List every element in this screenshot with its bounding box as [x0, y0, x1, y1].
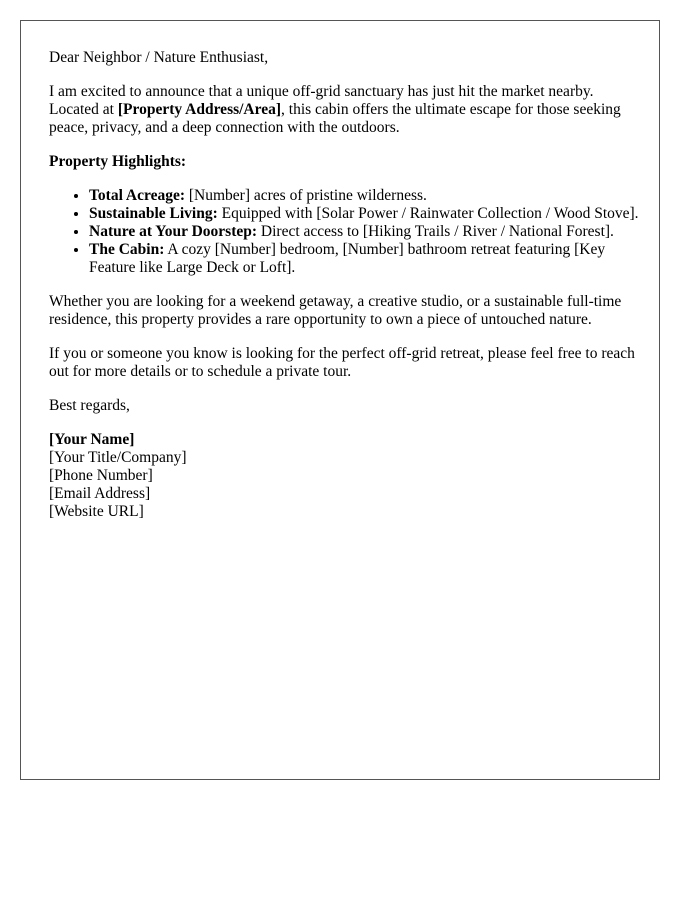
- highlight-text: [Number] acres of pristine wilderness.: [185, 187, 427, 204]
- highlight-label: The Cabin:: [89, 241, 165, 258]
- highlight-label: Nature at Your Doorstep:: [89, 223, 258, 240]
- closing: Best regards,: [49, 397, 130, 414]
- property-address: [Property Address/Area]: [117, 101, 282, 118]
- salutation: Dear Neighbor / Nature Enthusiast,: [49, 49, 269, 66]
- intro-text-end: , this cabin offers the ultimate escape for those seeking peace, privacy, and a deep connection with the outdoors.: [49, 101, 621, 136]
- letter-container: [20, 20, 660, 780]
- highlight-text: A cozy [Number] bedroom, [Number] bathroom retreat featuring [Key Feature like Large Deck or Loft].: [89, 241, 606, 276]
- signature-block: [49, 431, 639, 521]
- intro-text-start: I am excited to announce that a unique off-grid sanctuary has just hit the market nearby. Located at: [49, 83, 594, 118]
- signature-website: [Website URL]: [49, 503, 144, 520]
- highlight-label: Total Acreage:: [89, 187, 185, 204]
- intro-paragraph: [49, 83, 639, 137]
- signature-email: [Email Address]: [49, 485, 151, 502]
- letter-body: [49, 49, 639, 521]
- highlights-title: Property Highlights:: [49, 153, 187, 170]
- signature-phone: [Phone Number]: [49, 467, 153, 484]
- highlight-text: Direct access to [Hiking Trails / River / National Forest].: [257, 223, 614, 240]
- list-item: [89, 223, 639, 241]
- list-item: [89, 241, 639, 277]
- highlights-list: [49, 187, 639, 277]
- highlight-label: Sustainable Living:: [89, 205, 218, 222]
- list-item: [89, 187, 639, 205]
- signature-title: [Your Title/Company]: [49, 449, 187, 466]
- list-item: [89, 205, 639, 223]
- highlight-text: Equipped with [Solar Power / Rainwater Collection / Wood Stove].: [217, 205, 639, 222]
- contact-paragraph: If you or someone you know is looking for the perfect off-grid retreat, please feel free to reach out for more details or to schedule a private tour.: [49, 345, 635, 380]
- description-paragraph: Whether you are looking for a weekend getaway, a creative studio, or a sustainable full-time residence, this property provides a rare opportunity to own a piece of untouched nature.: [49, 293, 622, 328]
- signature-name: [Your Name]: [49, 431, 135, 448]
